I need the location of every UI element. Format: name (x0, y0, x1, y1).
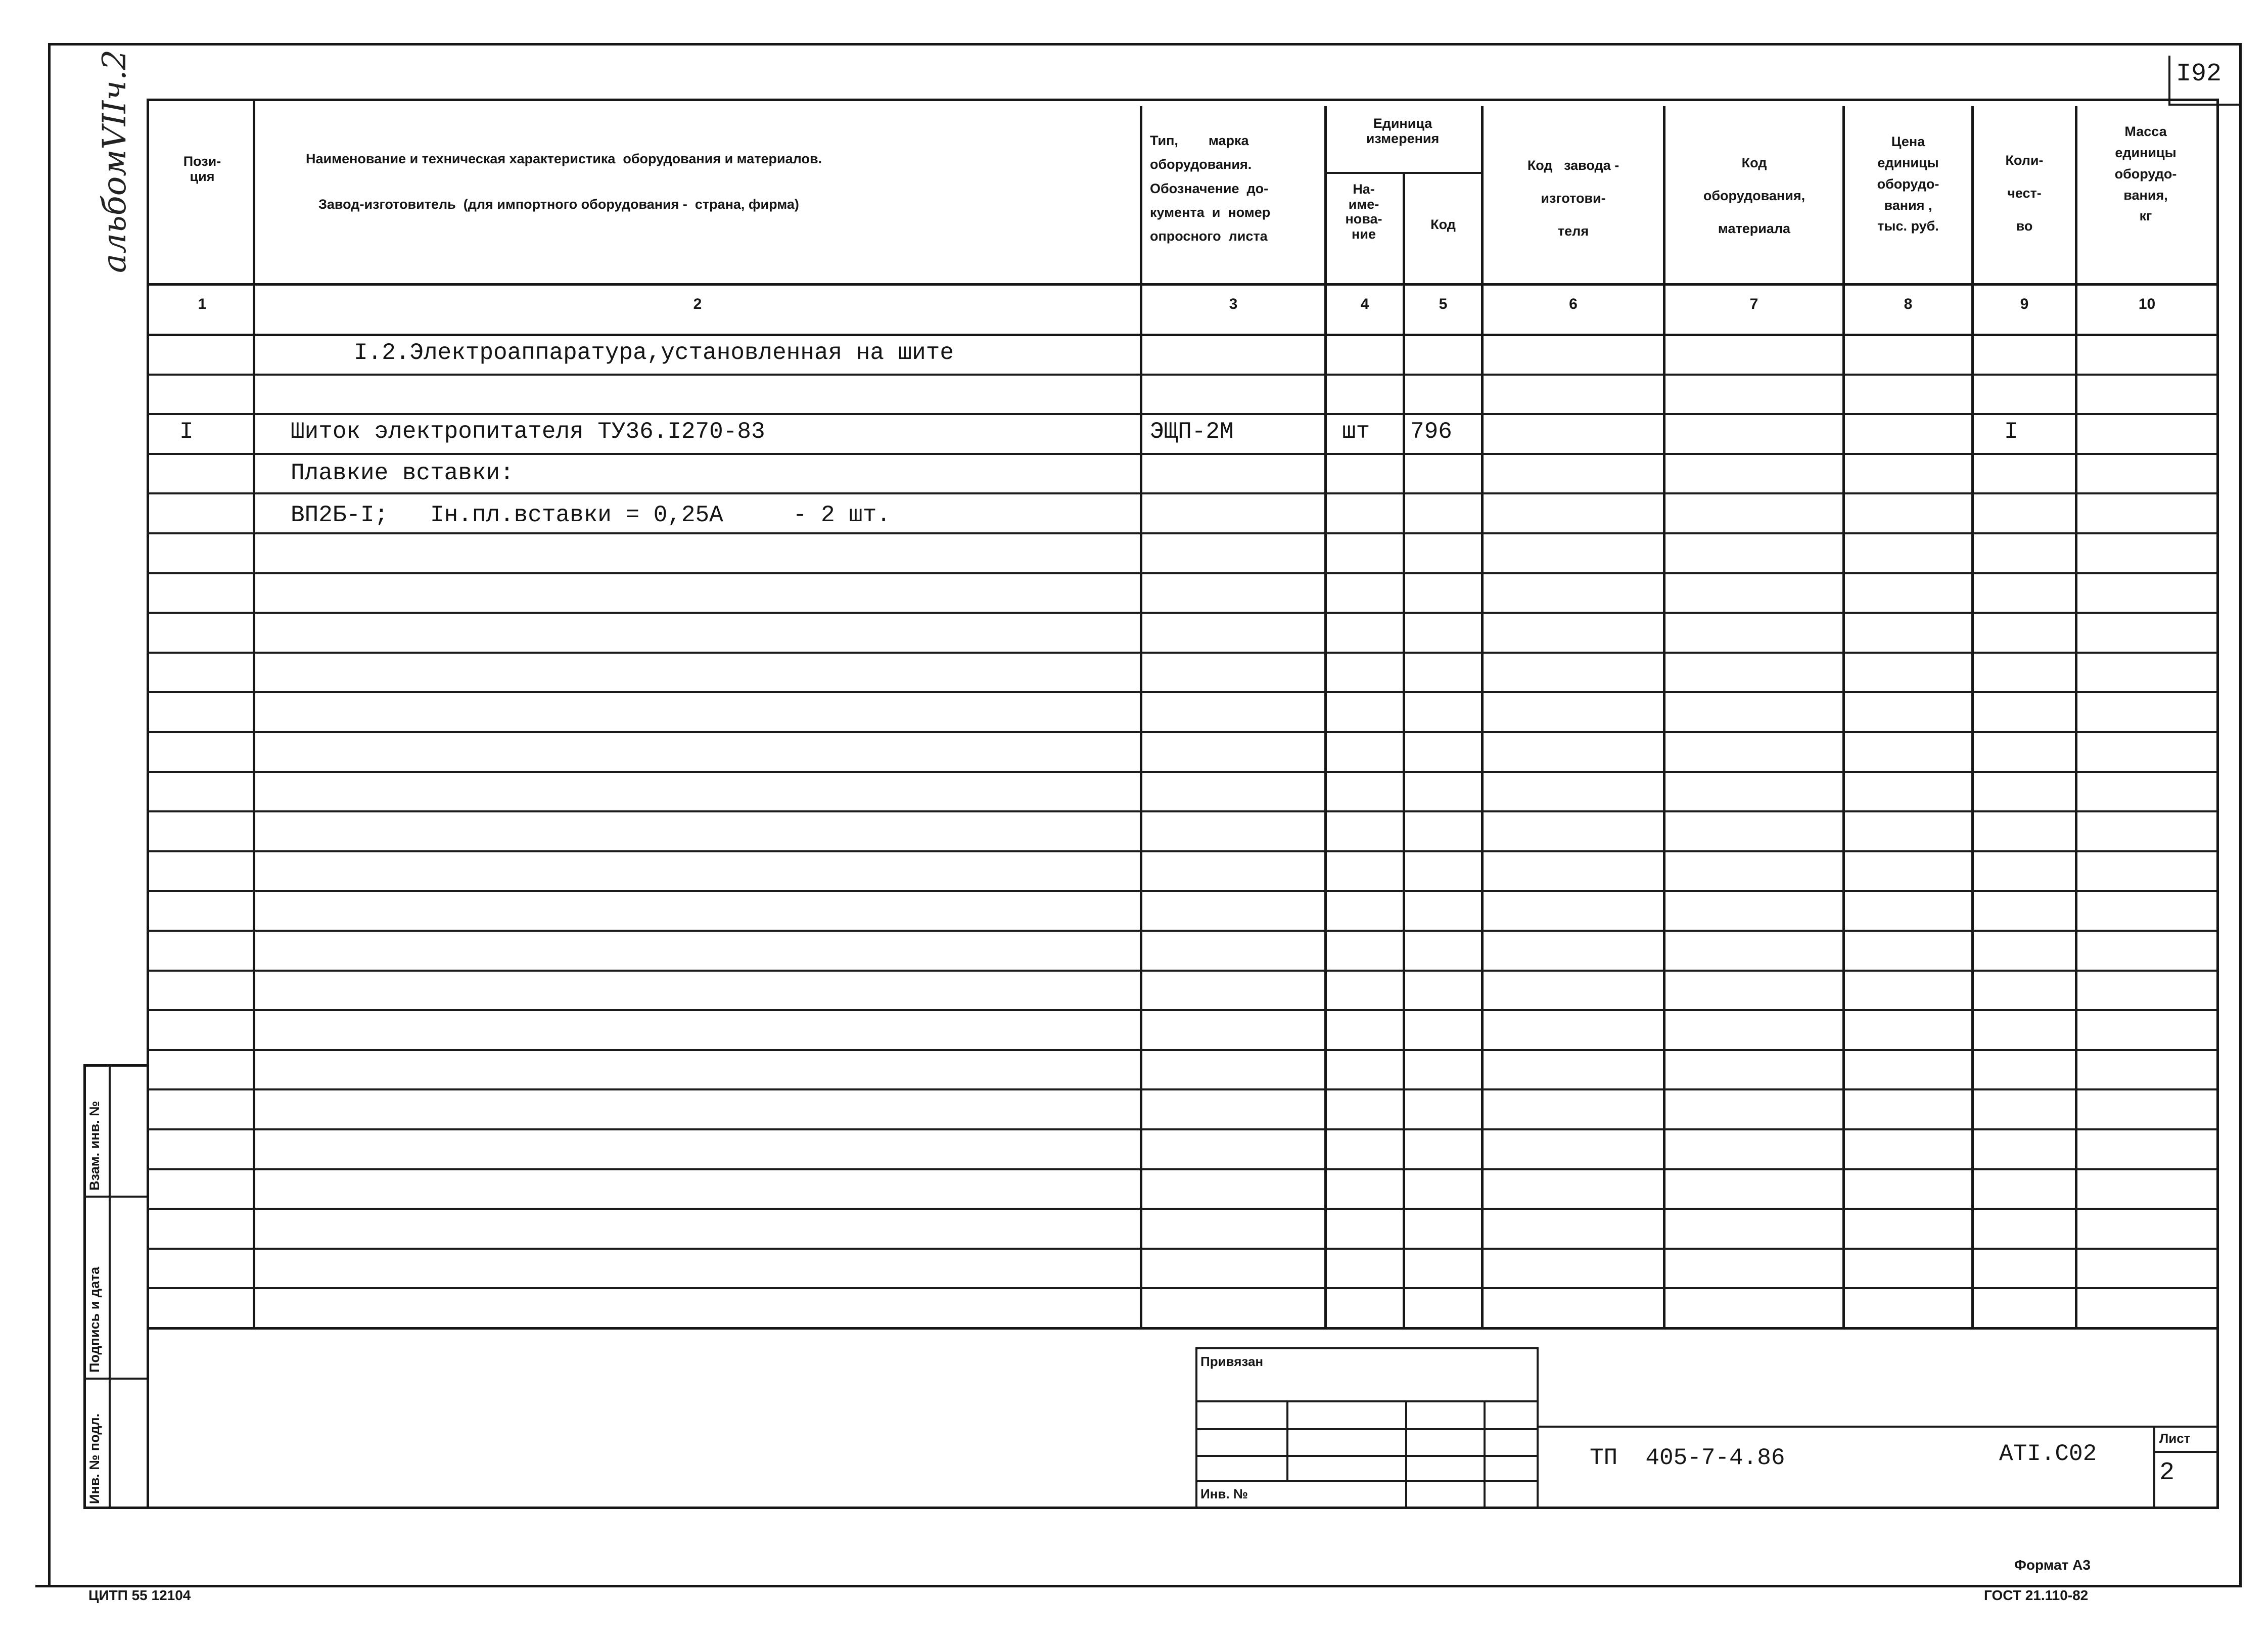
table-row-line (147, 850, 2216, 852)
table-frame-bottom (83, 1507, 2219, 1509)
side-stamp-sep-1 (83, 1196, 147, 1198)
table-row-line (147, 652, 2216, 654)
table-row-line (147, 1128, 2216, 1130)
table-right (2216, 99, 2219, 1509)
colnum-6: 6 (1569, 296, 1578, 312)
table-row-line (147, 1009, 2216, 1011)
outer-frame-top (48, 43, 2242, 45)
table-row-line (147, 731, 2216, 733)
fuses-detail: ВП2Б-I; Iн.пл.вставки = 0,25А - 2 шт. (291, 502, 891, 528)
table-row-line (147, 1208, 2216, 1210)
binding-grid-v2 (1405, 1400, 1407, 1507)
document-code: ТП 405-7-4.86 (1590, 1445, 1785, 1471)
table-row-line (147, 572, 2216, 574)
colnum-3: 3 (1229, 296, 1238, 312)
table-row-line (147, 691, 2216, 693)
header-equipment-code: Код оборудования, материала (1703, 155, 1806, 236)
binding-label: Привязан (1200, 1354, 1264, 1369)
list-label: Лист (2159, 1431, 2191, 1446)
unit-group-divider (1324, 172, 1481, 174)
item-unit: шт (1342, 419, 1370, 445)
colnum-4: 4 (1360, 296, 1369, 312)
binding-inv-label: Инв. № (1200, 1486, 1248, 1501)
col-sep-7 (1842, 106, 1845, 1327)
footer-gost: ГОСТ 21.110-82 (1984, 1587, 2089, 1603)
header-quantity: Коли- чест- во (2005, 153, 2044, 234)
col-sep-4 (1403, 172, 1405, 1327)
header-bottom (147, 283, 2219, 286)
colnum-10: 10 (2138, 296, 2156, 312)
page-number-box-bottom (2168, 104, 2239, 106)
table-row-line (147, 374, 2216, 376)
item-type: ЭЩП-2М (1150, 419, 1234, 445)
item-position: I (179, 419, 194, 445)
col-sep-9 (2075, 106, 2077, 1327)
col-sep-3 (1324, 106, 1327, 1327)
colnum-5: 5 (1439, 296, 1448, 312)
col-sep-2 (1140, 106, 1142, 1327)
header-name-line2: Завод-изготовитель (для импортного оборудования - страна, фирма) (318, 197, 799, 212)
item-unit-code: 796 (1410, 419, 1452, 445)
table-row-line (147, 970, 2216, 972)
table-row-line (147, 532, 2216, 534)
handwritten-album-note: альбомVIIч.2 (96, 49, 133, 273)
binding-grid-v1 (1286, 1400, 1288, 1481)
header-name-line1: Наименование и техническая характеристика оборудования и материалов. (306, 151, 822, 166)
table-row-line (147, 1049, 2216, 1051)
col-sep-8 (1971, 106, 1974, 1327)
side-stamp-sep-2 (83, 1378, 147, 1380)
outer-frame-bottom (35, 1585, 2242, 1587)
fuses-label: Плавкие вставки: (291, 460, 514, 486)
header-unit-code: Код (1430, 217, 1456, 232)
page-number: I92 (2176, 60, 2222, 88)
header-position: Пози- ция (183, 154, 221, 184)
table-row-line (147, 1248, 2216, 1250)
sheet-code: АТI.С02 (1999, 1441, 2097, 1467)
list-box-mid (2153, 1451, 2216, 1453)
header-type: Тип, марка оборудования. Обозначение до- кумента и номер опросного листа (1150, 133, 1271, 244)
header-unit-price: Цена единицы оборудо- вания , тыс. руб. (1877, 134, 1939, 234)
stamp-top-line (1537, 1426, 2216, 1428)
col-sep-6 (1663, 106, 1665, 1327)
table-row-line (147, 1287, 2216, 1289)
page-number-box-left (2168, 56, 2170, 104)
list-number: 2 (2159, 1458, 2175, 1487)
table-row-line (147, 413, 2216, 415)
side-stamp-left (83, 1064, 86, 1507)
colnum-1: 1 (198, 296, 207, 312)
colnum-2: 2 (693, 296, 702, 312)
header-plant-code: Код завода - изготови- теля (1527, 158, 1619, 239)
table-body-bottom (147, 1327, 2219, 1330)
item-quantity: I (2004, 419, 2018, 445)
table-row-line (147, 1088, 2216, 1090)
table-row-line (147, 1168, 2216, 1170)
binding-box-top (1195, 1347, 1537, 1349)
table-row-line (147, 930, 2216, 932)
colnum-7: 7 (1749, 296, 1758, 312)
footer-left-code: ЦИТП 55 12104 (88, 1587, 191, 1603)
footer-format: Формат А3 (2014, 1557, 2091, 1573)
header-unit-name: На- име- нова- ние (1345, 181, 1382, 242)
table-top (147, 99, 2219, 101)
table-left (147, 99, 149, 1509)
table-row-line (147, 890, 2216, 892)
table-row-line (147, 612, 2216, 614)
side-stamp-divider (109, 1064, 111, 1507)
outer-frame-left (48, 43, 51, 1585)
table-row-line (147, 810, 2216, 812)
outer-frame-right (2239, 43, 2242, 1585)
colnum-row-bottom (147, 334, 2219, 336)
binding-box-left (1195, 1347, 1197, 1507)
side-stamp-signature-date: Подпись и дата (87, 1266, 102, 1373)
col-sep-5 (1481, 106, 1484, 1327)
table-row-line (147, 453, 2216, 455)
section-title: I.2.Электроаппаратура,установленная на шите (354, 340, 954, 366)
header-unit-group: Единица измерения (1366, 116, 1440, 146)
colnum-9: 9 (2020, 296, 2029, 312)
item-name: Шиток электропитателя ТУ36.I270-83 (291, 419, 765, 445)
side-stamp-inv-zam: Взам. инв. № (87, 1101, 102, 1191)
header-unit-mass: Масса единицы оборудо- вания, кг (2114, 124, 2177, 224)
side-stamp-inv-podl: Инв. № подл. (87, 1413, 102, 1504)
table-row-line (147, 492, 2216, 494)
side-stamp-top (83, 1064, 147, 1067)
list-box-left (2153, 1426, 2155, 1507)
colnum-8: 8 (1904, 296, 1913, 312)
binding-grid-v3 (1484, 1400, 1486, 1507)
table-row-line (147, 771, 2216, 773)
